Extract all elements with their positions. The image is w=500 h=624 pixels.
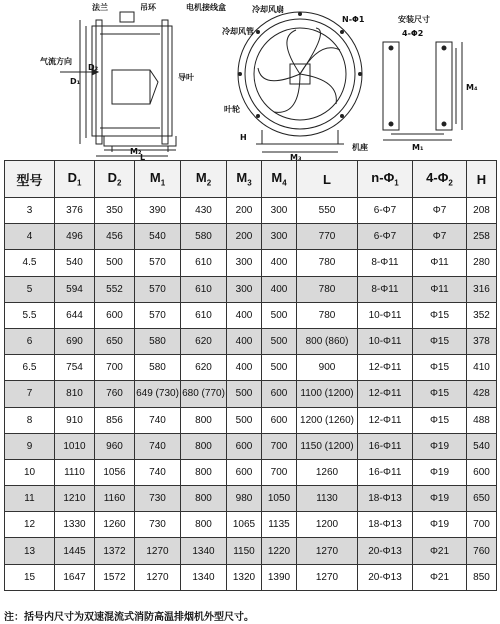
table-cell: Φ15 <box>413 355 467 381</box>
column-header <box>413 161 467 198</box>
table-cell: 700 <box>467 512 497 538</box>
table-cell: 18-Φ13 <box>358 486 413 512</box>
table-cell: 550 <box>297 198 358 224</box>
column-header-label: M <box>236 170 248 186</box>
table-cell: Φ21 <box>413 564 467 590</box>
table-cell: 456 <box>95 224 135 250</box>
column-header-label: n-Φ <box>371 170 395 186</box>
table-cell: Φ19 <box>413 512 467 538</box>
column-header <box>55 161 95 198</box>
spec-table <box>4 160 497 591</box>
table-cell: 850 <box>467 564 497 590</box>
table-cell: 780 <box>297 276 358 302</box>
table-cell: 1200 <box>297 512 358 538</box>
column-header <box>358 161 413 198</box>
table-cell: 1150 <box>227 538 262 564</box>
table-cell: 4 <box>5 224 55 250</box>
table-cell: 800 <box>181 512 227 538</box>
table-cell: 400 <box>262 276 297 302</box>
label-m3: M₃ <box>290 153 302 160</box>
table-cell: 5.5 <box>5 302 55 328</box>
table-cell: 690 <box>55 328 95 354</box>
table-cell: 4.5 <box>5 250 55 276</box>
table-cell: 500 <box>262 355 297 381</box>
column-header-label: H <box>476 171 487 187</box>
table-cell: 280 <box>467 250 497 276</box>
front-view <box>238 12 362 152</box>
column-header <box>95 161 135 198</box>
column-header-subscript: 4 <box>282 178 287 188</box>
table-cell: Φ15 <box>413 407 467 433</box>
table-cell: 760 <box>95 381 135 407</box>
table-cell: 352 <box>467 302 497 328</box>
table-cell: Φ21 <box>413 538 467 564</box>
table-cell: 580 <box>135 355 181 381</box>
table-cell: 580 <box>135 328 181 354</box>
table-cell: 856 <box>95 407 135 433</box>
column-header <box>262 161 297 198</box>
table-row <box>5 459 497 485</box>
table-cell: 770 <box>297 224 358 250</box>
fan-dimension-drawing <box>0 0 500 160</box>
table-cell: 20-Φ13 <box>358 564 413 590</box>
table-cell: 12-Φ11 <box>358 407 413 433</box>
table-cell: 700 <box>262 459 297 485</box>
table-cell: 540 <box>135 224 181 250</box>
table-cell: 600 <box>227 459 262 485</box>
table-cell: 580 <box>181 224 227 250</box>
table-cell: 488 <box>467 407 497 433</box>
table-cell: 500 <box>95 250 135 276</box>
table-cell: 810 <box>55 381 95 407</box>
table-cell: 8 <box>5 407 55 433</box>
table-cell: 740 <box>135 459 181 485</box>
table-cell: 500 <box>227 381 262 407</box>
table-cell: 500 <box>262 302 297 328</box>
table-cell: 8-Φ11 <box>358 250 413 276</box>
table-cell: 1372 <box>95 538 135 564</box>
table-cell: Φ19 <box>413 459 467 485</box>
table-cell: 6 <box>5 328 55 354</box>
table-cell: 649 (730) <box>135 381 181 407</box>
table-cell: 610 <box>181 302 227 328</box>
table-row <box>5 564 497 590</box>
table-cell: 800 <box>181 433 227 459</box>
label-airflow-direction: 气流方向 <box>40 57 72 66</box>
table-cell: 300 <box>262 198 297 224</box>
label-impeller: 叶轮 <box>224 105 240 114</box>
table-cell: 1270 <box>135 538 181 564</box>
table-cell: 13 <box>5 538 55 564</box>
table-cell: 1330 <box>55 512 95 538</box>
table-cell: 650 <box>467 486 497 512</box>
table-cell: 610 <box>181 276 227 302</box>
table-cell: 300 <box>262 224 297 250</box>
table-cell: 760 <box>467 538 497 564</box>
table-row <box>5 198 497 224</box>
table-row <box>5 250 497 276</box>
column-header-subscript: 2 <box>116 178 122 188</box>
label-n-phi1: N-Φ1 <box>342 15 365 24</box>
column-header-subscript: 1 <box>394 178 399 188</box>
column-header-subscript: 2 <box>448 178 453 188</box>
label-motor-junction-box: 电机接线盒 <box>186 3 226 12</box>
table-cell: 1100 (1200) <box>297 381 358 407</box>
table-cell: Φ11 <box>413 276 467 302</box>
table-cell: 570 <box>135 250 181 276</box>
column-header-subscript: 2 <box>206 178 212 188</box>
table-cell: 570 <box>135 276 181 302</box>
table-cell: 594 <box>55 276 95 302</box>
table-cell: 500 <box>262 328 297 354</box>
table-cell: 400 <box>227 302 262 328</box>
table-cell: 620 <box>181 328 227 354</box>
table-row <box>5 224 497 250</box>
table-cell: 1220 <box>262 538 297 564</box>
table-cell: 540 <box>55 250 95 276</box>
table-row <box>5 381 497 407</box>
table-cell: 1647 <box>55 564 95 590</box>
label-h: H <box>240 133 247 142</box>
label-lifting-ring: 吊环 <box>140 3 156 12</box>
table-cell: 410 <box>467 355 497 381</box>
table-cell: 18-Φ13 <box>358 512 413 538</box>
table-cell: 700 <box>262 433 297 459</box>
column-header-label: M <box>195 170 207 186</box>
table-cell: 350 <box>95 198 135 224</box>
table-cell: 300 <box>227 276 262 302</box>
table-cell: 650 <box>95 328 135 354</box>
label-m1: M₁ <box>412 143 424 152</box>
column-header-subscript: 1 <box>76 178 82 188</box>
table-cell: 552 <box>95 276 135 302</box>
table-cell: 644 <box>55 302 95 328</box>
table-cell: 6.5 <box>5 355 55 381</box>
table-cell: 7 <box>5 381 55 407</box>
table-cell: 600 <box>95 302 135 328</box>
column-header <box>467 161 497 198</box>
table-cell: 12 <box>5 512 55 538</box>
label-m2: M₂ <box>130 147 142 156</box>
table-cell: 200 <box>227 224 262 250</box>
table-cell: 428 <box>467 381 497 407</box>
table-cell: 740 <box>135 433 181 459</box>
column-header <box>227 161 262 198</box>
column-header-label: D <box>107 170 117 186</box>
label-m4: M₄ <box>466 83 478 92</box>
table-cell: 1270 <box>297 564 358 590</box>
table-cell: 620 <box>181 355 227 381</box>
table-cell: 1390 <box>262 564 297 590</box>
table-cell: 20-Φ13 <box>358 538 413 564</box>
table-cell: 780 <box>297 302 358 328</box>
table-cell: 378 <box>467 328 497 354</box>
table-row <box>5 486 497 512</box>
table-cell: 3 <box>5 198 55 224</box>
table-cell: 16-Φ11 <box>358 433 413 459</box>
table-cell: 800 <box>181 486 227 512</box>
table-cell: Φ19 <box>413 433 467 459</box>
table-row <box>5 433 497 459</box>
table-cell: 12-Φ11 <box>358 381 413 407</box>
table-cell: 11 <box>5 486 55 512</box>
table-cell: Φ15 <box>413 381 467 407</box>
table-body <box>5 198 497 591</box>
table-cell: 1130 <box>297 486 358 512</box>
table-cell: 1150 (1200) <box>297 433 358 459</box>
table-cell: 754 <box>55 355 95 381</box>
table-cell: 5 <box>5 276 55 302</box>
table-row <box>5 328 497 354</box>
table-cell: 910 <box>55 407 95 433</box>
table-cell: 1270 <box>135 564 181 590</box>
column-header <box>135 161 181 198</box>
table-cell: 10-Φ11 <box>358 302 413 328</box>
table-header-row <box>5 161 497 198</box>
table-cell: 316 <box>467 276 497 302</box>
table-cell: 1160 <box>95 486 135 512</box>
table-cell: 200 <box>227 198 262 224</box>
label-d1: D₁ <box>70 77 81 86</box>
column-header-label: 型号 <box>16 172 43 188</box>
column-header-subscript: 1 <box>160 178 166 188</box>
table-row <box>5 355 497 381</box>
table-cell: 258 <box>467 224 497 250</box>
table-cell: 600 <box>262 407 297 433</box>
column-header <box>181 161 227 198</box>
table-cell: 6-Φ7 <box>358 198 413 224</box>
table-cell: 900 <box>297 355 358 381</box>
table-cell: 730 <box>135 486 181 512</box>
label-4-phi2: 4-Φ2 <box>402 29 424 38</box>
table-cell: 600 <box>467 459 497 485</box>
table-cell: 1340 <box>181 564 227 590</box>
table-cell: 10-Φ11 <box>358 328 413 354</box>
table-cell: 1260 <box>297 459 358 485</box>
table-cell: Φ7 <box>413 198 467 224</box>
table-cell: 376 <box>55 198 95 224</box>
column-header-label: M <box>271 170 283 186</box>
table-cell: 300 <box>227 250 262 276</box>
table-row <box>5 276 497 302</box>
table-cell: 570 <box>135 302 181 328</box>
label-l: L <box>140 153 146 160</box>
table-cell: 8-Φ11 <box>358 276 413 302</box>
table-cell: 1110 <box>55 459 95 485</box>
table-cell: 800 <box>181 407 227 433</box>
table-cell: 1572 <box>95 564 135 590</box>
table-cell: 730 <box>135 512 181 538</box>
table-cell: Φ11 <box>413 250 467 276</box>
table-cell: 496 <box>55 224 95 250</box>
column-header-label: M <box>149 170 161 186</box>
column-header-label: D <box>67 170 77 186</box>
label-base: 机座 <box>352 143 368 152</box>
table-cell: 1260 <box>95 512 135 538</box>
label-cooling-duct: 冷却风管 <box>222 27 254 36</box>
table-cell: 680 (770) <box>181 381 227 407</box>
footnote: 注：括号内尺寸为双速混流式消防高温排烟机外型尺寸。 <box>4 612 254 623</box>
table-cell: 208 <box>467 198 497 224</box>
table-cell: 980 <box>227 486 262 512</box>
mount-plan-view <box>383 42 462 140</box>
table-cell: 6-Φ7 <box>358 224 413 250</box>
table-cell: 16-Φ11 <box>358 459 413 485</box>
table-cell: 800 (860) <box>297 328 358 354</box>
table-cell: 1200 (1260) <box>297 407 358 433</box>
table-cell: 1210 <box>55 486 95 512</box>
table-cell: Φ7 <box>413 224 467 250</box>
table-row <box>5 512 497 538</box>
table-cell: 600 <box>227 433 262 459</box>
label-cooling-fan: 冷却风扇 <box>252 5 284 14</box>
label-install-size: 安装尺寸 <box>398 15 430 24</box>
table-row <box>5 407 497 433</box>
table-cell: 780 <box>297 250 358 276</box>
table-cell: 12-Φ11 <box>358 355 413 381</box>
table-cell: 390 <box>135 198 181 224</box>
table-cell: 1445 <box>55 538 95 564</box>
table-cell: 400 <box>262 250 297 276</box>
table-cell: 600 <box>262 381 297 407</box>
table-row <box>5 302 497 328</box>
table-cell: 9 <box>5 433 55 459</box>
table-cell: 960 <box>95 433 135 459</box>
table-cell: 1065 <box>227 512 262 538</box>
table-cell: 500 <box>227 407 262 433</box>
column-header-label: L <box>323 171 331 187</box>
column-header <box>5 161 55 198</box>
table-cell: 700 <box>95 355 135 381</box>
table-cell: 1270 <box>297 538 358 564</box>
table-row <box>5 538 497 564</box>
table-cell: 10 <box>5 459 55 485</box>
table-cell: 540 <box>467 433 497 459</box>
column-header <box>297 161 358 198</box>
table-cell: Φ15 <box>413 328 467 354</box>
table-cell: 15 <box>5 564 55 590</box>
label-d2: D₂ <box>88 63 99 72</box>
table-cell: 1135 <box>262 512 297 538</box>
column-header-subscript: 3 <box>247 178 252 188</box>
label-flange: 法兰 <box>92 3 108 12</box>
table-cell: 1056 <box>95 459 135 485</box>
table-cell: 740 <box>135 407 181 433</box>
table-cell: 1320 <box>227 564 262 590</box>
table-cell: 430 <box>181 198 227 224</box>
table-cell: 800 <box>181 459 227 485</box>
table-cell: 1340 <box>181 538 227 564</box>
table-cell: Φ19 <box>413 486 467 512</box>
table-cell: 400 <box>227 328 262 354</box>
table-cell: 610 <box>181 250 227 276</box>
label-guide-vane: 导叶 <box>178 73 194 82</box>
table-cell: 1050 <box>262 486 297 512</box>
table-cell: 1010 <box>55 433 95 459</box>
table-cell: 400 <box>227 355 262 381</box>
table-cell: Φ15 <box>413 302 467 328</box>
column-header-label: 4-Φ <box>426 170 449 186</box>
